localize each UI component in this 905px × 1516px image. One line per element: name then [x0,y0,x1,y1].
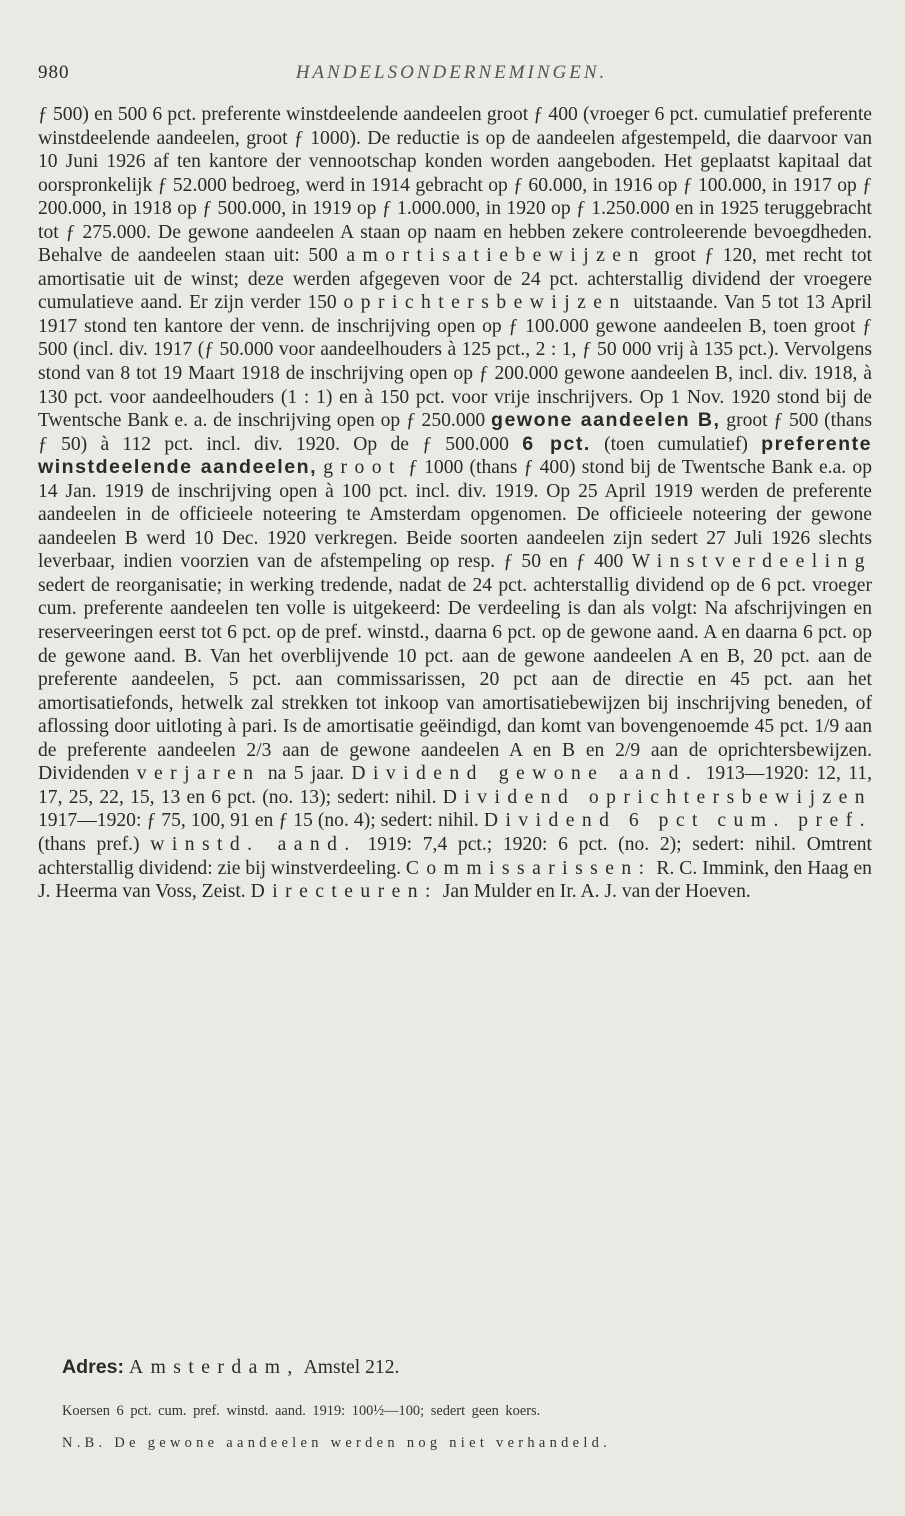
body-text [38,103,872,904]
text-run: groot ƒ 120, met recht tot amortisatie uit de winst; deze werden afgegeven voor de 24 pct. achterstallig dividend der vroegere cumulatieve aand. Er zijn verder 150 [38,245,872,314]
spaced-term: Dividend oprichtersbewijzen [442,786,873,808]
text-run: 1919: 7,4 pct.; 1920: 6 pct. (no. 2); sedert: nihil. Omtrent achterstallig dividend: zie bij winstverdeeling. [38,833,873,879]
spaced-term: Directeuren: [250,881,438,903]
bold-term: 6 pct. [522,432,591,455]
bold-term: preferente winstdeelende aandeelen, [38,432,872,479]
address-street: Amstel 212. [299,1357,400,1378]
text-run: groot ƒ 500 (thans ƒ 50) à 112 pct. incl. div. 1920. Op de ƒ 500.000 [38,410,873,455]
address-label: Adres: [62,1356,125,1378]
text-run: na 5 jaar. [260,763,352,785]
text-run: 1913—1920: 12, 11, 17, 25, 22, 15, 13 en 6 pct. (no. 13); sedert: nihil. [38,763,872,808]
bold-term: gewone aandeelen B, [491,409,721,432]
spaced-term: Dividend 6 pct cum. pref. [483,810,872,832]
address-city: Amsterdam, [128,1357,300,1378]
spaced-term: oprichtersbewijzen [343,292,627,314]
spaced-term: Dividend gewone aand. [351,763,699,785]
text-run: sedert de reorganisatie; in werking tredende, nadat de 24 pct. achterstallig dividend op de 6 pct. vroeger cum. preferente aandeelen ten volle is uitgekeerd: De verdeeling is dan als volgt: Na afschrijvingen en reserveeringen eerst tot 6 pct. op de pref. winstd., daarna 6 pct. op de gewone aand. A en daarna 6 pct. op de gewone aand. B. Van het overblijvende 10 pct. aan de gewone aandeelen A en B, 20 pct. aan de preferente aandeelen, 5 pct. aan commissarissen, 20 pct aan de directie en 45 pct. aan het amortisatiefonds, hetwelk zal strekken tot inkoop van amortisatiebewijzen bij inschrijving beneden, of aflossing door uitloting à pari. Is de amortisatie geëindigd, dan komt van bovengenoemde 45 pct. 1/9 aan de preferente aandeelen 2/3 aan de gewone aandeelen A en B en 2/9 aan de oprichtersbewijzen. Dividenden [38,574,872,785]
spaced-term: Commissarissen: [405,857,652,879]
text-run: uitstaande. Van 5 tot 13 April 1917 stond ten kantore der venn. de inschrijving open op ƒ 100.000 gewone aandeelen B, toen groot ƒ 500 (incl. div. 1917 (ƒ 50.000 voor aandeelhouders à 125 pct., 2 : 1, ƒ 50 000 vrij à 135 pct.). Vervolgens stond van 8 tot 19 Maart 1918 de inschrijving open op ƒ 200.000 gewone aandeelen B, incl. div. 1918, à 130 pct. voor aandeelhouders (1 : 1) en à 150 pct. voor vrije inschrijvers. Op 1 Nov. 1920 stond bij de Twentsche Bank e. a. de inschrijving open op ƒ 250.000 [38,292,873,432]
text-run: (toen cumulatief) [590,433,762,455]
nb-note: N.B. De gewone aandeelen werden nog niet verhandeld. [62,1435,612,1451]
address-line [62,1356,399,1379]
text-run: ƒ 500) en 500 6 pct. preferente winstdeelende aandeelen groot ƒ 400 (vroeger 6 pct. cumulatief preferente winstdeelende aandeelen, groot ƒ 1000). De reductie is op de aandeelen afgestempeld, die daarvoor van 10 Juni 1926 af ten kantore der vennootschap konden worden aangeboden. Het geplaatst kapitaal dat oorspronkelijk ƒ 52.000 bedroeg, werd in 1914 gebracht op ƒ 60.000, in 1916 op ƒ 100.000, in 1917 op ƒ 200.000, in 1918 op ƒ 500.000, in 1919 op ƒ 1.000.000, in 1920 op ƒ 1.250.000 en in 1925 teruggebracht tot ƒ 275.000. De gewone aandeelen A staan op naam en hebben zekere controleerende bevoegdheden. Behalve de aandeelen staan uit: 500 [38,104,872,267]
spaced-term: Winstverdeeling [631,551,872,573]
text-run: 1917—1920: ƒ 75, 100, 91 en ƒ 15 (no. 4); sedert: nihil. [38,810,484,832]
spaced-term: winstd. aand. [150,833,357,855]
spaced-term: amortisatiebewijzen [346,245,646,267]
text-run: Jan Mulder en Ir. A. J. van der Hoeven. [437,881,751,903]
page-header [38,62,865,88]
text-run: (thans pref.) [38,833,151,855]
text-run: ƒ 1000 (thans ƒ 400) stond bij de Twentsche Bank e.a. op 14 Jan. 1919 de inschrijving open à 100 pct. incl. div. 1919. Op 25 April 1919 werden de preferente aandeelen in de officieele noteering te Amsterdam opgenomen. De officieele noteering der gewone aandeelen B werd 10 Dec. 1920 verkregen. Beide soorten aandeelen zijn sedert 27 Juli 1926 slechts leverbaar, indien voorzien van de afstempeling op resp. ƒ 50 en ƒ 400 [38,457,872,573]
spaced-term: verjaren [136,763,261,785]
text-run: R. C. Immink, den Haag en J. Heerma van Voss, Zeist. [38,857,872,903]
company-entry-paragraph [38,103,872,904]
spaced-term: groot [323,457,402,479]
page-number: 980 [38,62,70,83]
price-note: Koersen 6 pct. cum. pref. winstd. aand. 1919: 100½—100; sedert geen koers. [62,1403,541,1419]
running-title: HANDELSONDERNEMINGEN. [295,62,608,83]
